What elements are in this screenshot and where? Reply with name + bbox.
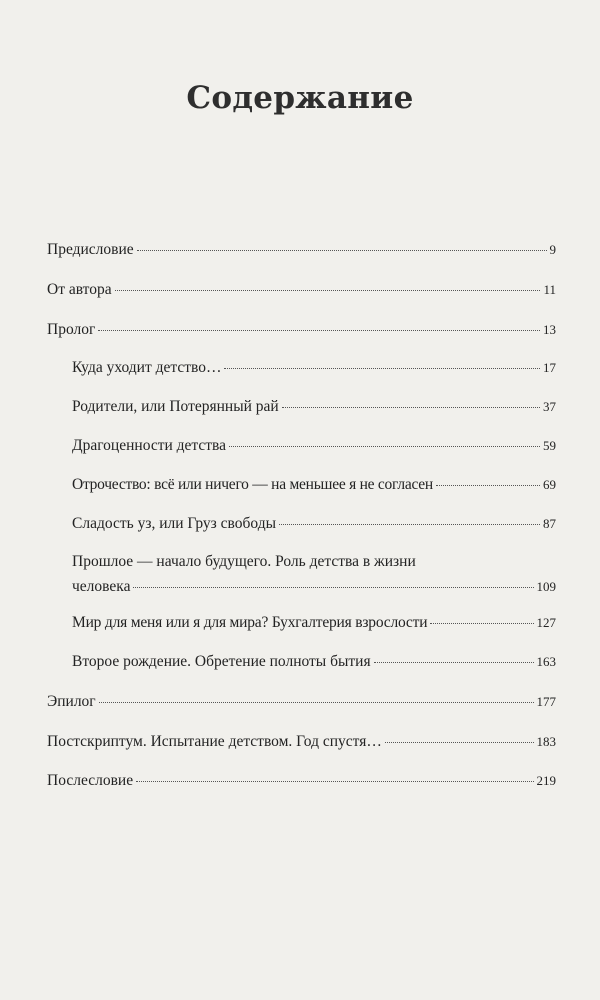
dot-leader	[436, 484, 540, 486]
toc-entry-page: 37	[543, 399, 556, 414]
toc-entry-page: 163	[536, 654, 556, 669]
dot-leader	[137, 249, 547, 251]
toc-entry-label: Пролог	[47, 321, 96, 338]
toc-entry-chapter-1[interactable]	[72, 358, 556, 378]
dot-leader	[279, 523, 540, 525]
dot-leader	[99, 701, 534, 703]
toc-entry-label: Послесловие	[47, 772, 134, 789]
page-title: Содержание	[186, 80, 414, 116]
toc-entry-label: Отрочество: всё или ничего — на меньшее я не согласен	[72, 476, 433, 493]
dot-leader	[430, 622, 533, 624]
toc-entry-from-author[interactable]	[47, 280, 556, 300]
dot-leader	[98, 329, 540, 331]
dot-leader	[282, 406, 540, 408]
toc-entry-label-line1: Прошлое — начало будущего. Роль детства в жизни	[72, 553, 416, 570]
toc-entry-label: Сладость уз, или Груз свободы	[72, 515, 277, 532]
toc-entry-epilogue[interactable]	[47, 692, 556, 712]
toc-entry-page: 11	[543, 282, 556, 297]
toc-entry-label: Мир для меня или я для мира? Бухгалтерия взрослости	[72, 614, 428, 631]
dot-leader	[229, 445, 540, 447]
dot-leader	[374, 661, 534, 663]
toc-entry-page: 219	[536, 773, 556, 788]
toc-entry-page: 127	[536, 615, 556, 630]
toc-entry-label: Постскриптум. Испытание детством. Год спустя…	[47, 733, 382, 750]
toc-entry-chapter-3[interactable]	[72, 436, 556, 456]
toc-entry-page: 109	[536, 579, 556, 594]
toc-entry-page: 69	[543, 477, 556, 492]
dot-leader	[136, 780, 533, 782]
toc-entry-label: человека	[72, 578, 131, 595]
toc-entry-page: 183	[536, 734, 556, 749]
toc-entry-page: 13	[543, 322, 556, 337]
toc-entry-label: От автора	[47, 281, 112, 298]
toc-entry-chapter-2[interactable]	[72, 397, 556, 417]
dot-leader	[133, 586, 533, 588]
toc-entry-afterword[interactable]	[47, 771, 556, 791]
toc-entry-page: 9	[549, 242, 556, 257]
toc-entry-label: Куда уходит детство…	[72, 359, 222, 376]
toc-entry-chapter-7[interactable]	[72, 613, 556, 633]
toc-entry-page: 87	[543, 516, 556, 531]
toc-entry-label: Драгоценности детства	[72, 437, 227, 454]
toc-entry-label: Второе рождение. Обретение полноты бытия	[72, 653, 371, 670]
toc-entry-postscript[interactable]	[47, 732, 556, 752]
toc-entry-page: 17	[543, 360, 556, 375]
dot-leader	[385, 741, 534, 743]
toc-entry-prologue[interactable]	[47, 320, 556, 340]
toc-entry-chapter-4[interactable]	[72, 475, 556, 495]
toc-entry-page: 59	[543, 438, 556, 453]
toc-entry-page: 177	[536, 694, 556, 709]
toc-entry-preface[interactable]	[47, 240, 556, 260]
toc-entry-label: Предисловие	[47, 241, 134, 258]
toc-entry-chapter-8[interactable]	[72, 652, 556, 672]
dot-leader	[224, 367, 540, 369]
dot-leader	[115, 289, 541, 291]
toc-entry-label: Родители, или Потерянный рай	[72, 398, 279, 415]
toc-entry-chapter-6[interactable]	[72, 552, 556, 597]
toc-entry-label: Эпилог	[47, 693, 96, 710]
toc-entry-chapter-5[interactable]	[72, 514, 556, 534]
